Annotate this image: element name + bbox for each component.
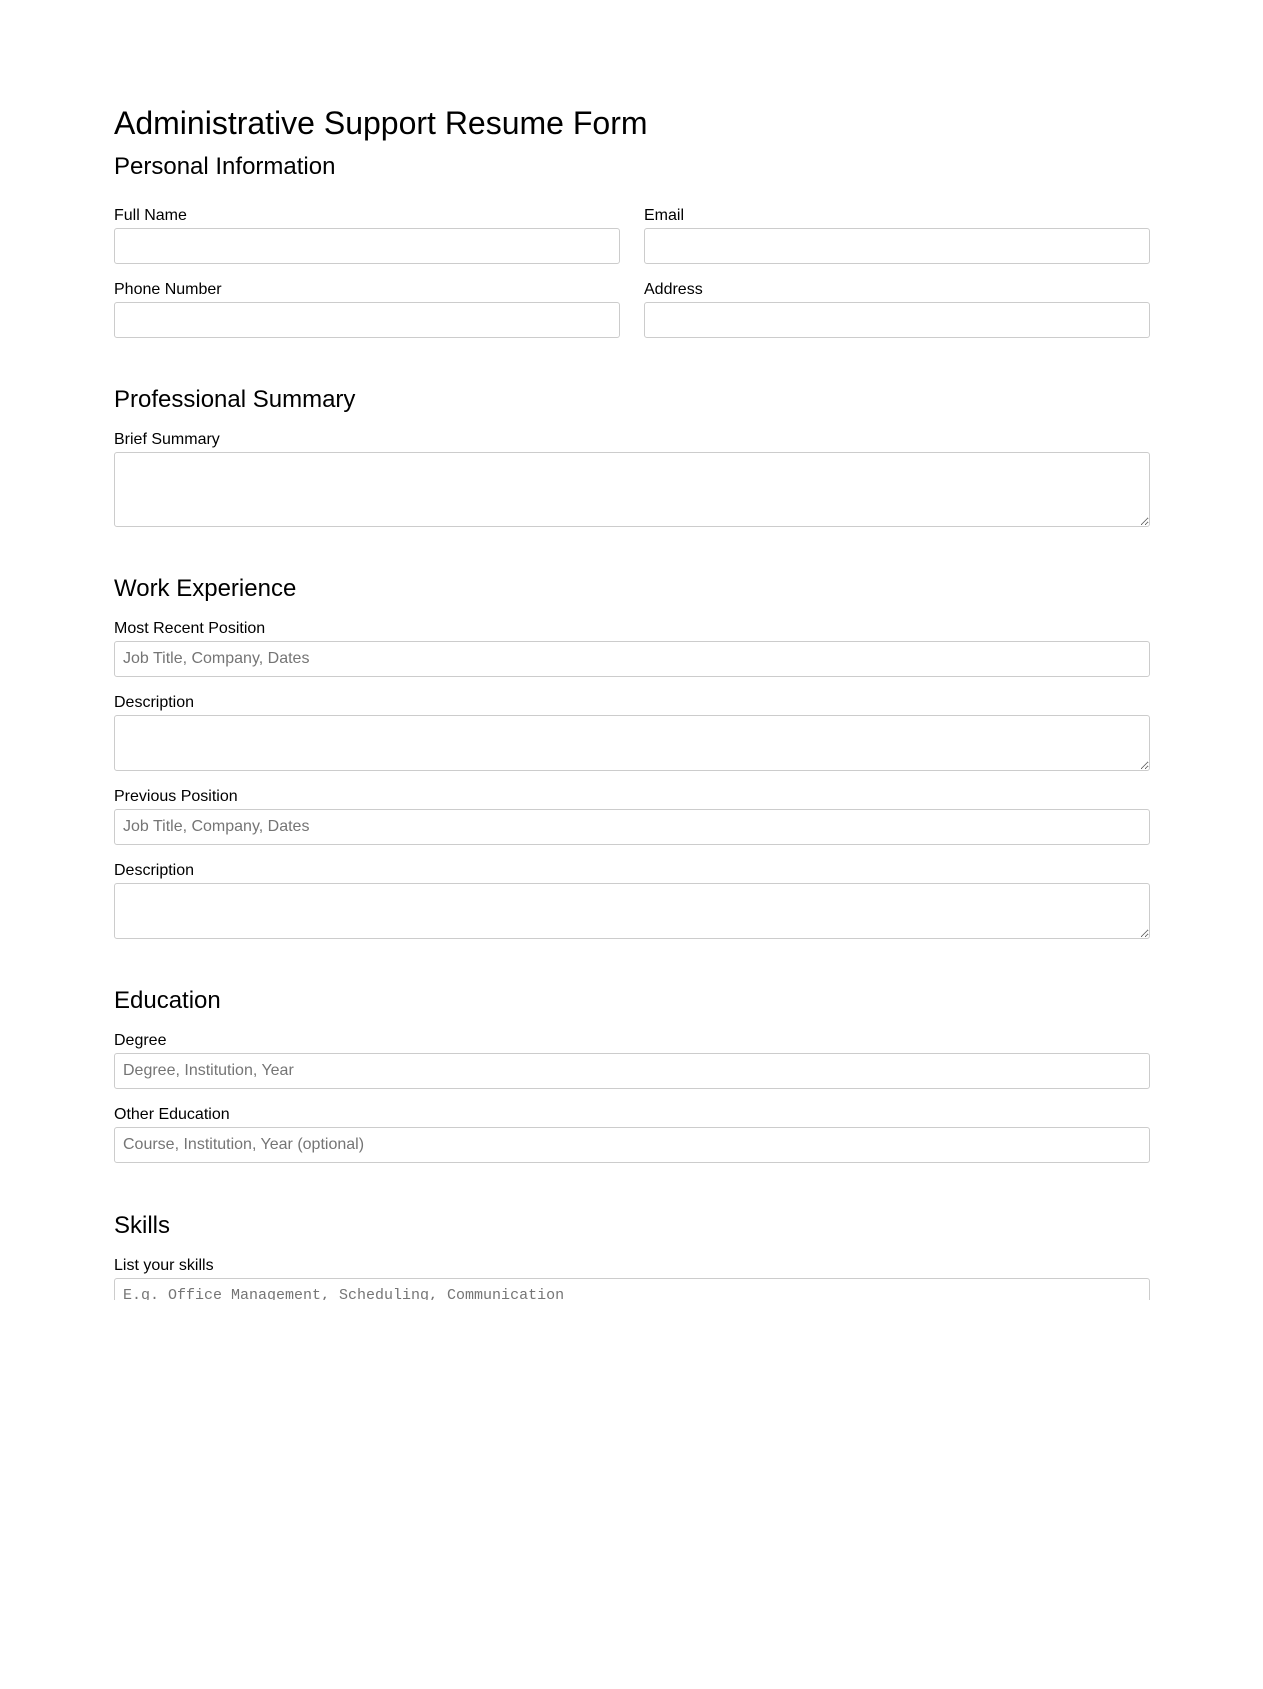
section-heading-personal: Personal Information bbox=[114, 153, 336, 180]
degree-label: Degree bbox=[114, 1032, 167, 1049]
phone-input[interactable] bbox=[114, 302, 620, 338]
brief-summary-textarea[interactable] bbox=[114, 452, 1150, 527]
skills-textarea[interactable] bbox=[114, 1278, 1150, 1300]
section-heading-skills: Skills bbox=[114, 1212, 171, 1239]
recent-position-input[interactable] bbox=[114, 641, 1150, 677]
previous-description-textarea[interactable] bbox=[114, 883, 1150, 939]
skills-label: List your skills bbox=[114, 1257, 214, 1274]
other-education-input[interactable] bbox=[114, 1127, 1150, 1163]
email-label: Email bbox=[644, 207, 685, 224]
address-input[interactable] bbox=[644, 302, 1150, 338]
recent-description-textarea[interactable] bbox=[114, 715, 1150, 771]
brief-summary-label: Brief Summary bbox=[114, 431, 220, 448]
other-education-label: Other Education bbox=[114, 1106, 230, 1123]
page-title: Administrative Support Resume Form bbox=[114, 105, 648, 141]
previous-description-label: Description bbox=[114, 862, 195, 879]
email-input[interactable] bbox=[644, 228, 1150, 264]
section-heading-education: Education bbox=[114, 987, 221, 1014]
section-heading-work: Work Experience bbox=[114, 575, 297, 602]
recent-position-label: Most Recent Position bbox=[114, 620, 266, 637]
phone-label: Phone Number bbox=[114, 281, 222, 298]
previous-position-input[interactable] bbox=[114, 809, 1150, 845]
degree-input[interactable] bbox=[114, 1053, 1150, 1089]
section-heading-summary: Professional Summary bbox=[114, 386, 356, 413]
address-label: Address bbox=[644, 281, 703, 298]
previous-position-label: Previous Position bbox=[114, 788, 238, 805]
full-name-label: Full Name bbox=[114, 207, 187, 224]
recent-description-label: Description bbox=[114, 694, 195, 711]
full-name-input[interactable] bbox=[114, 228, 620, 264]
